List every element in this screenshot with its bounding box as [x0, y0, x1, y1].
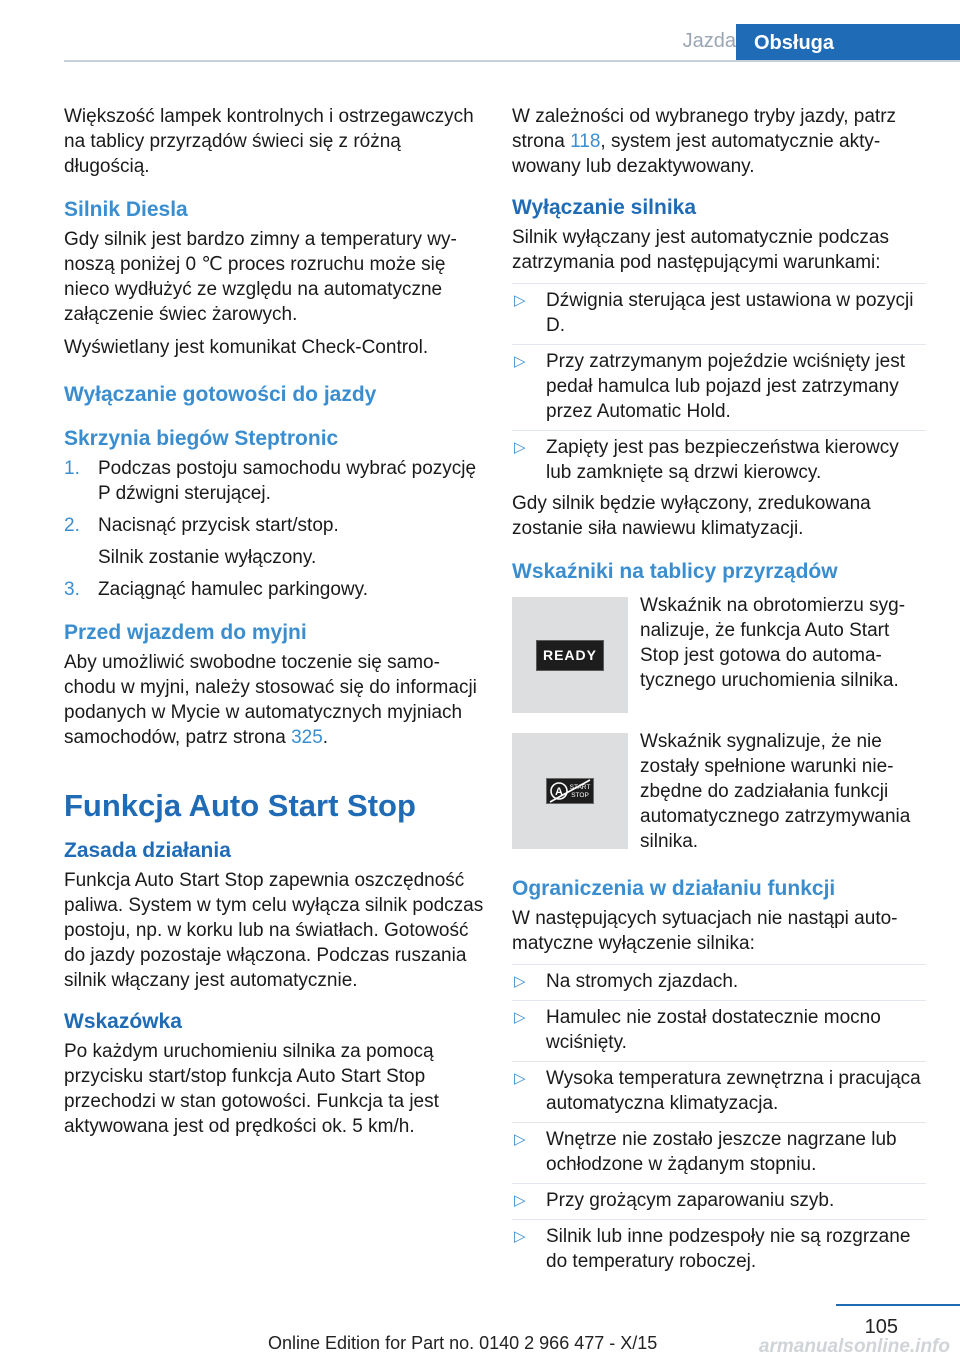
page-header	[64, 24, 960, 62]
step-subtext: Silnik zostanie wyłączony.	[98, 547, 317, 568]
left-column	[64, 104, 484, 1147]
page-link-325[interactable]: 325	[291, 727, 323, 748]
page-number: 105	[864, 1316, 898, 1338]
diesel-paragraph: Gdy silnik jest bardzo zimny a temperatury wynoszą poniżej 0 ℃ proces rozruchu może się nieco wydłużyć ze względu na automatyczne załączenie świec żarowych.	[64, 229, 457, 325]
limits-heading: Ograniczenia w działaniu funkcji	[512, 877, 836, 900]
edition-text: Online Edition for Part no. 0140 2 966 477 - X/15	[268, 1333, 658, 1353]
limits-list	[512, 964, 926, 1274]
footer-rule	[836, 1304, 960, 1306]
ready-icon: READY	[536, 640, 604, 671]
climate-paragraph: Gdy silnik będzie wyłączony, zredukowana zostanie siła nawiewu klimatyzacji.	[512, 493, 871, 539]
carwash-paragraph: Aby umożliwić swobodne toczenie się samochodu w myjni, należy stosować się do informacji podanych w Mycie w automatycznych myjniach samochodów, patrz strona 325.	[64, 652, 477, 748]
autostart-off-indicator-image	[512, 733, 628, 849]
step-text: Podczas postoju samochodu wybrać pozycję P dźwigni sterującej.	[98, 458, 477, 504]
triangle-bullet-icon: ▷	[514, 439, 526, 456]
list-item: ▷ Na stromych zjazdach.	[512, 964, 926, 994]
carwash-heading: Przed wjazdem do myjni	[64, 621, 307, 644]
list-item: ▷ Przy grożącym zaparowaniu szyb.	[512, 1183, 926, 1213]
page-link-118[interactable]: 118	[570, 131, 601, 152]
indicator-ready	[512, 593, 926, 713]
mode-paragraph: W zależności od wybranego tryby jazdy, patrz strona 118, system jest automatycznie aktywowany lub dezaktywowany.	[512, 106, 897, 177]
step-number: 1.	[64, 458, 80, 479]
diesel-heading: Silnik Diesla	[64, 198, 188, 221]
step-item	[64, 456, 484, 506]
header-tab-obsluga[interactable]: Obsługa	[736, 24, 960, 62]
svg-text:A: A	[555, 786, 563, 798]
watermark-text: armanualsonline.info	[758, 1336, 950, 1357]
limits-paragraph: W następujących sytuacjach nie nastąpi automatyczne wyłączenie silnika:	[512, 908, 898, 954]
step-text: Zaciągnąć hamulec parkingowy.	[98, 579, 369, 600]
indicator-ready-text: Wskaźnik na obrotomierzu sygnalizuje, że funkcja Auto Start Stop jest gotowa do automatycznego uruchomienia silnika.	[640, 595, 906, 691]
step-item	[64, 513, 484, 570]
right-column	[512, 104, 926, 1280]
list-item: ▷ Przy zatrzymanym pojeździe wciśnięty jest pedał hamulca lub pojazd jest zatrzymany przez Automatic Hold.	[512, 344, 926, 424]
step-text: Nacisnąć przycisk start/stop.	[98, 515, 339, 536]
triangle-bullet-icon: ▷	[514, 1070, 526, 1087]
list-item: ▷ Silnik lub inne podzespoły nie są rozgrzane do temperatury roboczej.	[512, 1219, 926, 1274]
svg-text:START: START	[569, 784, 591, 791]
svg-text:STOP: STOP	[571, 792, 589, 799]
list-item: ▷ Wnętrze nie zostało jeszcze nagrzane lub ochłodzone w żądanym stopniu.	[512, 1122, 926, 1177]
steps-list	[64, 456, 484, 602]
principle-heading: Zasada działania	[64, 839, 231, 862]
triangle-bullet-icon: ▷	[514, 1228, 526, 1245]
steptronic-heading: Skrzynia biegów Steptronic	[64, 427, 339, 450]
autostart-off-icon	[546, 778, 594, 804]
indicator-unavailable	[512, 729, 926, 854]
principle-paragraph: Funkcja Auto Start Stop zapewnia oszczędność paliwa. System w tym celu wyłącza silnik podczas postoju, np. w korku lub na światłach. Gotowość do jazdy pozostaje włączona. Podczas ruszania silnik włączany jest automatycznie.	[64, 870, 484, 991]
step-number: 3.	[64, 579, 80, 600]
triangle-bullet-icon: ▷	[514, 1192, 526, 1209]
engine-off-conditions	[512, 283, 926, 485]
triangle-bullet-icon: ▷	[514, 1009, 526, 1026]
intro-paragraph: Większość lampek kontrolnych i ostrzegawczych na tablicy przyrządów świeci się z różną długością.	[64, 106, 474, 177]
triangle-bullet-icon: ▷	[514, 292, 526, 309]
list-item: ▷ Wysoka temperatura zewnętrzna i pracująca automatyczna klimatyzacja.	[512, 1061, 926, 1116]
indicator-unavailable-text: Wskaźnik sygnalizuje, że nie zostały spełnione warunki niezbędne do zadziałania funkcji automatycznego zatrzymywania silnika.	[640, 731, 911, 852]
step-number: 2.	[64, 515, 80, 536]
check-control-paragraph: Wyświetlany jest komunikat Check-Control.	[64, 337, 429, 358]
list-item: ▷ Zapięty jest pas bezpieczeństwa kierowcy lub zamknięte są drzwi kierowcy.	[512, 430, 926, 485]
triangle-bullet-icon: ▷	[514, 353, 526, 370]
engine-off-heading: Wyłączanie silnika	[512, 196, 697, 219]
engine-off-paragraph: Silnik wyłączany jest automatycznie podczas zatrzymania pod następującymi warunkami:	[512, 227, 890, 273]
list-item: ▷ Dźwignia sterująca jest ustawiona w pozycji D.	[512, 283, 926, 338]
section-title: Funkcja Auto Start Stop	[64, 788, 416, 823]
hint-paragraph: Po każdym uruchomieniu silnika za pomocą przycisku start/stop funkcja Auto Start Stop przechodzi w stan gotowości. Funkcja ta jest aktywowana jest od prędkości ok. 5 km/h.	[64, 1041, 439, 1137]
header-rule	[64, 60, 960, 62]
header-tab-jazda[interactable]: Jazda	[682, 30, 736, 52]
triangle-bullet-icon: ▷	[514, 973, 526, 990]
step-item	[64, 577, 484, 602]
ready-indicator-image	[512, 597, 628, 713]
indicators-heading: Wskaźniki na tablicy przyrządów	[512, 560, 838, 583]
list-item: ▷ Hamulec nie został dostatecznie mocno wciśnięty.	[512, 1000, 926, 1055]
standby-heading: Wyłączanie gotowości do jazdy	[64, 383, 377, 406]
triangle-bullet-icon: ▷	[514, 1131, 526, 1148]
hint-heading: Wskazówka	[64, 1010, 182, 1033]
